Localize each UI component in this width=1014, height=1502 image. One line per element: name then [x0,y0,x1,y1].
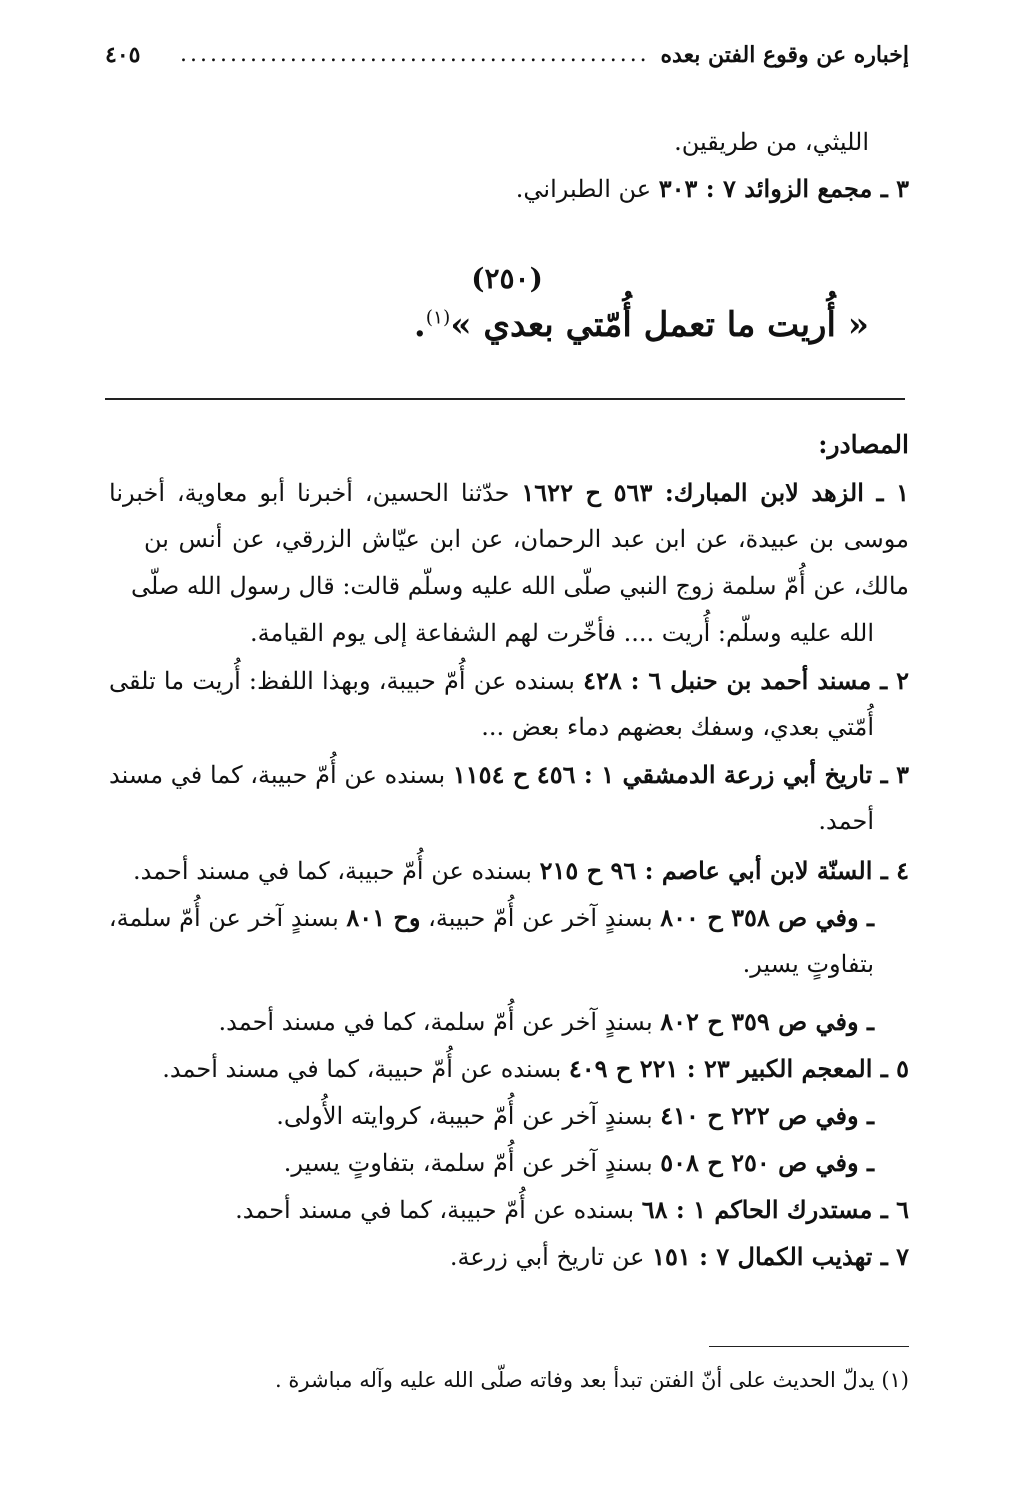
source-4b: ـ وفي ص ٣٥٩ ح ٨٠٢ بسندٍ آخر عن أُمّ سلمة، كما في مسند أحمد. [218,1007,874,1036]
sources-heading: المصادر: [818,430,909,459]
source-4: ٤ ـ السنّة لابن أبي عاصم : ٩٦ ح ٢١٥ بسنده عن أُمّ حبيبة، كما في مسند أحمد. [132,856,909,885]
source-1-line-3: مالك، عن أُمّ سلمة زوج النبي صلّى الله عليه وسلّم قالت: قال رسول الله صلّى [130,572,909,600]
header-leader-dots: ............................................... [180,42,650,67]
source-1-line-4: الله عليه وسلّم: أُريت .... فأخّرت لهم الشفاعة إلى يوم القيامة. [250,619,874,647]
source-2-line-1: ٢ ـ مسند أحمد بن حنبل ٦ : ٤٢٨ بسنده عن أُمّ حبيبة، وبهذا اللفظ: أُريت ما تلقى [109,666,909,695]
continuation-line: الليثي، من طريقين. [674,128,869,156]
source-3-line-2: أحمد. [818,807,874,835]
source-2-line-2: أُمّتي بعدي، وسفك بعضهم دماء بعض ... [481,713,874,741]
source-5b: ـ وفي ص ٢٥٠ ح ٥٠٨ بسندٍ آخر عن أُمّ سلمة، بتفاوتٍ يسير. [283,1148,874,1177]
footnote-divider [709,1346,909,1347]
source-4a-line-1: ـ وفي ص ٣٥٨ ح ٨٠٠ بسندٍ آخر عن أُمّ حبيبة، وح ٨٠١ بسندٍ آخر عن أُمّ سلمة، [108,903,874,932]
prev-source-3: ٣ ـ مجمع الزوائد ٧ : ٣٠٣ عن الطبراني. [515,174,909,203]
source-5: ٥ ـ المعجم الكبير ٢٣ : ٢٢١ ح ٤٠٩ بسنده عن أُمّ حبيبة، كما في مسند أحمد. [162,1054,909,1083]
footnote-ref: (١) [425,307,451,329]
running-header [105,38,909,78]
hadith-number: (٢٥٠) [471,262,543,295]
source-7: ٧ ـ تهذيب الكمال ٧ : ١٥١ عن تاريخ أبي زرعة. [449,1242,909,1271]
source-1-line-1: ١ ـ الزهد لابن المبارك: ٥٦٣ ح ١٦٢٢ حدّثنا الحسين، أخبرنا أبو معاوية، أخبرنا [109,478,910,507]
source-1-line-2: موسى بن عبيدة، عن ابن عبد الرحمان، عن ابن عيّاش الزرقي، عن أنس بن [144,525,909,553]
source-3-line-1: ٣ ـ تاريخ أبي زرعة الدمشقي ١ : ٤٥٦ ح ١١٥٤ بسنده عن أُمّ حبيبة، كما في مسند [109,760,910,789]
footnote-1: (١) يدلّ الحديث على أنّ الفتن تبدأ بعد وفاته صلّى الله عليه وآله مباشرة . [275,1368,909,1392]
hadith-text: « أُريت ما تعمل أُمّتي بعدي »$^{(١)}$. [413,305,869,345]
source-5a: ـ وفي ص ٢٢٢ ح ٤١٠ بسندٍ آخر عن أُمّ حبيبة، كروايته الأُولى. [276,1101,874,1130]
page-number: ٤٠٥ [105,42,141,68]
section-divider [105,398,905,400]
source-6: ٦ ـ مستدرك الحاكم ١ : ٦٨ بسنده عن أُمّ حبيبة، كما في مسند أحمد. [235,1195,909,1224]
source-4a-line-2: بتفاوتٍ يسير. [742,950,874,978]
header-title: إخباره عن وقوع الفتن بعده [660,42,909,68]
